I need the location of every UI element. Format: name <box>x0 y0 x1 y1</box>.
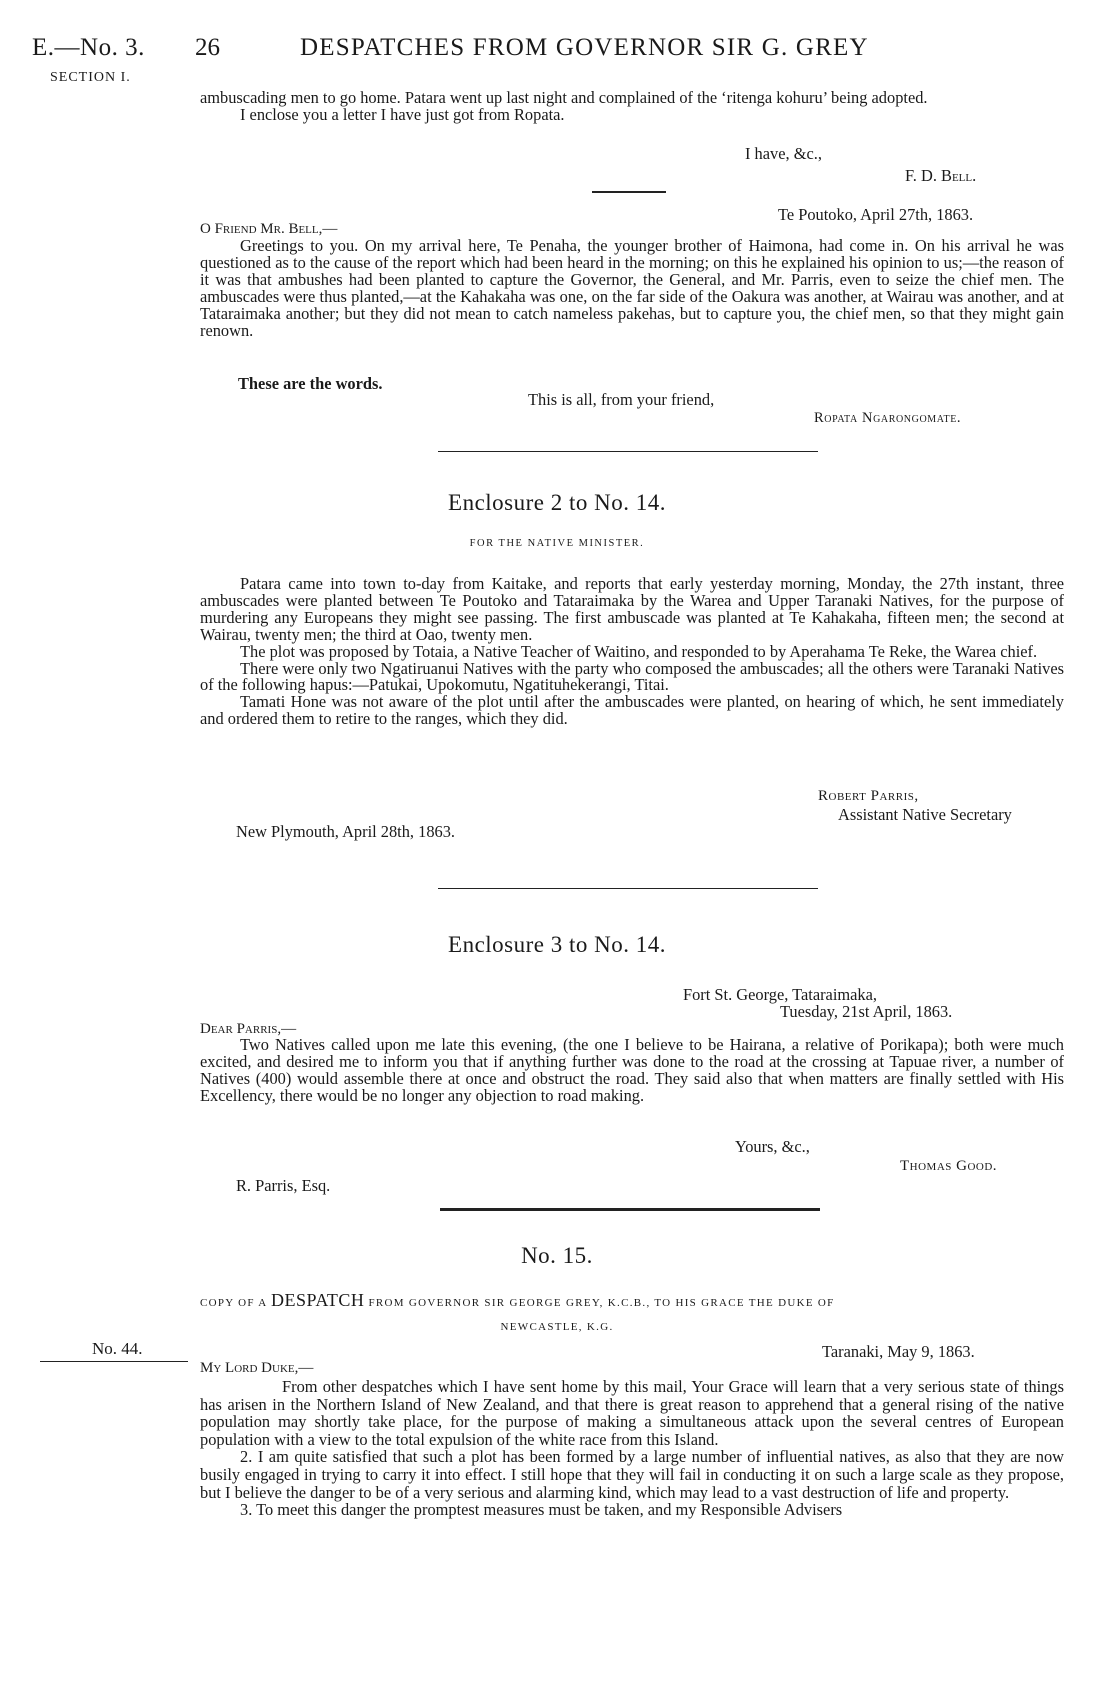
ropata-words: These are the words. <box>238 374 383 393</box>
margin-rule <box>40 1361 188 1362</box>
section-divider <box>438 888 818 889</box>
document-reference: E.—No. 3. <box>32 34 145 61</box>
no-15-body <box>200 1378 1064 1519</box>
no-15-paragraph: 3. To meet this danger the promptest measures must be taken, and my Responsible Advisers <box>240 1500 843 1520</box>
copy-rest: FROM GOVERNOR SIR GEORGE GREY, K.C.B., TO HIS GRACE THE DUKE OF <box>368 1297 835 1309</box>
section-divider <box>438 451 818 452</box>
enclosure-3-title: Enclosure 3 to No. 14. <box>448 932 666 957</box>
no-15-place-date: Taranaki, May 9, 1863. <box>822 1342 975 1361</box>
enclosure-2-body <box>200 576 1064 728</box>
good-closing: Yours, &c., <box>735 1137 810 1156</box>
short-divider <box>592 191 666 193</box>
no-15-paragraph: 2. I am quite satisfied that such a plot has been formed by a large number of influential natives, as also that they are now busily engaged in trying to carry it into effect. I still hope that they will fail in conducting it on such a large scale as they propose, but I believe the danger to be of a very serious and alarming kind, which may lead to a vast destruction of life and property. <box>200 1447 1064 1502</box>
enclosure-2-paragraph: The plot was proposed by Totaia, a Native Teacher of Waitino, and responded to by Aperahama Te Reke, the Warea chief. <box>240 641 1038 661</box>
margin-reference: No. 44. <box>92 1339 143 1358</box>
parris-signature: Robert Parris, <box>818 788 919 804</box>
running-title: DESPATCHES FROM GOVERNOR SIR G. GREY <box>300 34 869 61</box>
parris-title: Assistant Native Secretary <box>838 805 1012 824</box>
ropata-letter-body: Greetings to you. On my arrival here, Te Penaha, the younger brother of Haimona, had come in. On his arrival he was questioned as to the cause of the report which had been heard in the morning; on this he explained his opinion to us;—the reason of it was that ambushes had been planted to capture the Governor, the General, and Mr. Parris, even to seize the chief men. The ambuscades were thus planted,—at the Kahakaha was one, on the far side of the Oakura was another, at Wairau was another, and at Tataraimaka another; but they did not mean to catch nameless pakehas, but to capture you, the chief men, so that they might gain renown. <box>200 236 1064 340</box>
ropata-salutation: O Friend Mr. Bell,— <box>200 221 338 237</box>
bell-letter-body <box>200 90 1064 124</box>
enclosure-2-paragraph: Patara came into town to-day from Kaitake, and reports that early yesterday morning, Monday, the 27th instant, three ambuscades were planted between Te Poutoko and Tataraimaka by the Warea and Upper Taranaki Natives, for the purpose of murdering any Europeans they might see passing. The first ambuscade was planted at Te Kahakaha, fifteen men; the second at Wairau, twenty men; the third at Oao, twenty men. <box>200 574 1064 644</box>
enclosure-3-place: Fort St. George, Tataraimaka, <box>683 985 877 1004</box>
major-divider <box>440 1208 820 1211</box>
ropata-closing: This is all, from your friend, <box>528 390 715 409</box>
copy-prefix: COPY OF A <box>200 1297 267 1309</box>
page-number: 26 <box>195 34 220 61</box>
enclosure-3-addressee: R. Parris, Esq. <box>236 1176 331 1195</box>
enclosure-3-date: Tuesday, 21st April, 1863. <box>780 1002 953 1021</box>
ropata-place-date: Te Poutoko, April 27th, 1863. <box>778 205 974 224</box>
bell-letter-line: ambuscading men to go home. Patara went up last night and complained of the ‘ritenga kohuru’ being adopted. <box>200 88 928 107</box>
enclosure-3-body: Two Natives called upon me late this evening, (the one I believe to be Hairana, a relative of Porikapa); both were much excited, and desired me to inform you that if anything further was done to the road at the crossing at Tapuae river, a number of Natives (400) would assemble there at once and obstruct the road. They said also that when matters are finally settled with His Excellency, there would be no longer any objection to road making. <box>200 1035 1064 1105</box>
no-15-paragraph: From other despatches which I have sent home by this mail, Your Grace will learn that a very serious state of things has arisen in the Northern Island of New Zealand, and that there is great reason to apprehend that a general rising of the native population may shortly take place, for the purpose of making a simultaneous attack upon the several centres of European population with a view to the total expulsion of the white race from this Island. <box>200 1377 1064 1449</box>
enclosure-3-salutation: Dear Parris,— <box>200 1021 297 1037</box>
despatch-heading-line-2: NEWCASTLE, K.G. <box>500 1321 614 1333</box>
no-15-salutation: My Lord Duke,— <box>200 1360 314 1376</box>
bell-signature: F. D. Bell. <box>905 166 977 185</box>
despatch-heading-line-1 <box>200 1290 835 1311</box>
enclosure-2-paragraph: There were only two Ngatiruanui Natives with the party who composed the ambuscades; all the others were Taranaki Natives of the following hapus:—Patukai, Upokomutu, Ngatituhekerangi, Titai. <box>200 658 1064 695</box>
ropata-signature: Ropata Ngarongomate. <box>814 410 962 426</box>
enclosure-2-subtitle: FOR THE NATIVE MINISTER. <box>469 538 645 549</box>
despatch-word: DESPATCH <box>271 1290 365 1310</box>
good-signature: Thomas Good. <box>900 1158 998 1174</box>
enclosure-2-place-date: New Plymouth, April 28th, 1863. <box>236 822 456 841</box>
enclosure-2-paragraph: Tamati Hone was not aware of the plot until after the ambuscades were planted, on hearing of which, he sent immediately and ordered them to retire to the ranges, which they did. <box>200 692 1064 729</box>
bell-letter-line: I enclose you a letter I have just got from Ropata. <box>240 104 565 124</box>
bell-closing: I have, &c., <box>745 144 822 163</box>
enclosure-2-title: Enclosure 2 to No. 14. <box>448 490 666 515</box>
section-label: SECTION I. <box>50 70 131 85</box>
no-15-title: No. 15. <box>521 1243 593 1268</box>
